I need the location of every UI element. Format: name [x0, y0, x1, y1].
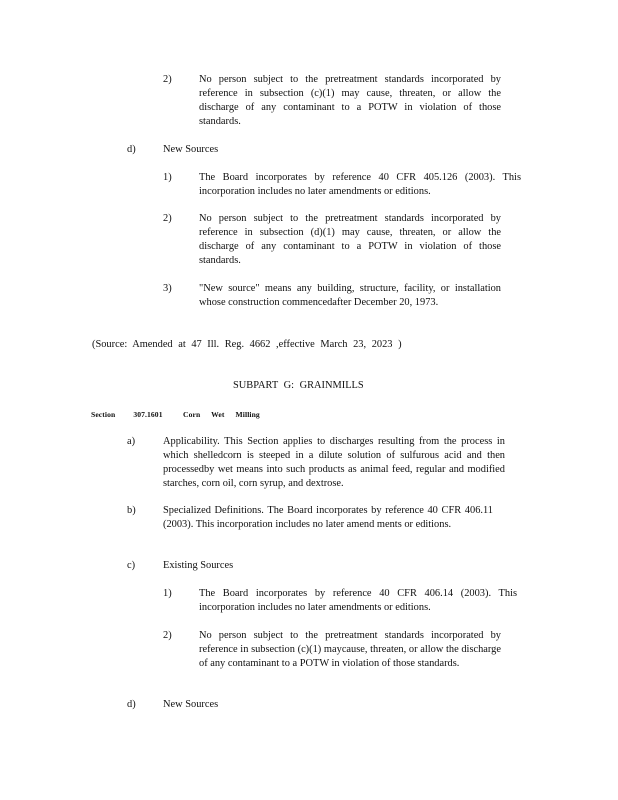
subsection-marker: d): [127, 144, 136, 155]
paragraph-text: Applicability. This Section applies to discharges resulting from the process in which shelledcorn is steeped in a dilute solution of sulfurous acid and then processedby wet means into such products as animal feed, regular and modified starches, corn oil, corn syrup, and dextrose.: [163, 436, 505, 489]
paragraph-text: No person subject to the pretreatment standards incorporated by reference in subsection (c)(1) may cause, threaten, or allow the discharge of any contaminant to a POTW in violation of those standards.: [199, 74, 501, 127]
subsection-heading: New Sources: [163, 699, 219, 710]
section-title: Corn Wet Milling: [183, 410, 260, 419]
list-number: 2): [163, 213, 172, 224]
paragraph-text: The Board incorporates by reference 40 CFR 406.14 (2003). This incorporation includes no later amendments or editions.: [199, 588, 517, 613]
section-number: Section 307.1601: [91, 410, 163, 419]
paragraph-text: Specialized Definitions. The Board incorporates by reference 40 CFR 406.11 (2003). This incorporation includes no later amend ments or editions.: [163, 505, 493, 530]
subsection-marker: b): [127, 505, 136, 516]
paragraph-text: No person subject to the pretreatment standards incorporated by reference in subsection (d)(1) may cause, threaten, or allow the discharge of any contaminant to a POTW in violation of those standards.: [199, 213, 501, 266]
subsection-marker: d): [127, 699, 136, 710]
paragraph-text: "New source" means any building, structure, facility, or installation whose construction commencedafter December 20, 1973.: [199, 283, 501, 308]
paragraph-text: The Board incorporates by reference 40 CFR 405.126 (2003). This incorporation includes no later amendments or editions.: [199, 172, 521, 197]
paragraph-text: No person subject to the pretreatment standards incorporated by reference in subsection (c)(1) maycause, threaten, or allow the discharge of any contaminant to a POTW in violation of those standards.: [199, 630, 501, 669]
subsection-marker: c): [127, 560, 136, 571]
list-number: 1): [163, 172, 172, 183]
source-note: (Source: Amended at 47 Ill. Reg. 4662 ,effective March 23, 2023 ): [92, 339, 402, 350]
list-number: 3): [163, 283, 172, 294]
subsection-marker: a): [127, 436, 136, 447]
list-number: 2): [163, 630, 172, 641]
subsection-heading: Existing Sources: [163, 560, 234, 571]
subpart-heading: SUBPART G: GRAINMILLS: [233, 380, 364, 391]
subsection-heading: New Sources: [163, 144, 219, 155]
list-number: 2): [163, 74, 172, 85]
list-number: 1): [163, 588, 172, 599]
